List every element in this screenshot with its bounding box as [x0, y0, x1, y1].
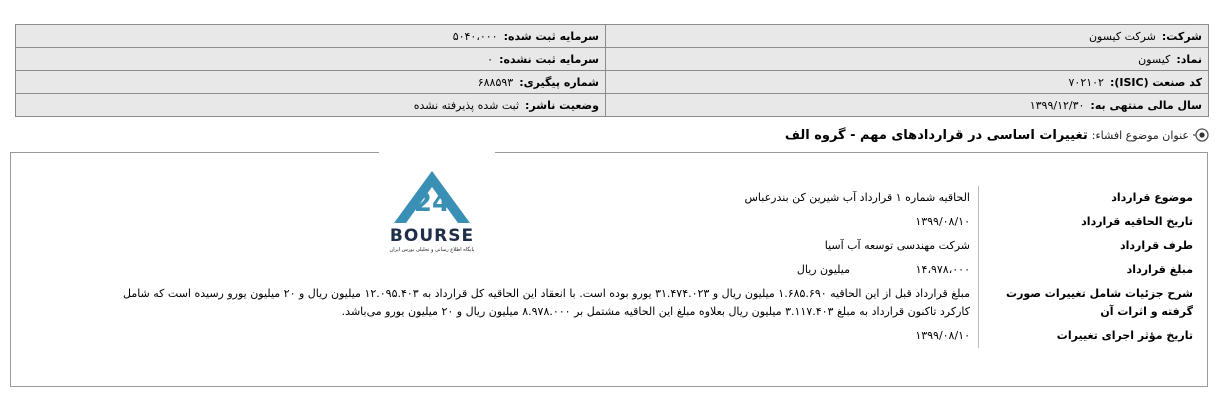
registered-capital-label: سرمایه ثبت شده: [503, 29, 599, 43]
symbol-label: نماد: [1176, 52, 1202, 66]
amount-label: مبلغ قرارداد [979, 258, 1198, 282]
info-cell [16, 71, 606, 94]
tracking-number-label: شماره پیگیری: [519, 75, 599, 89]
info-cell [606, 71, 1209, 94]
logo-mark [372, 165, 492, 227]
info-row [16, 25, 1209, 48]
detail-row [90, 210, 1197, 234]
company-label: شرکت: [1161, 29, 1202, 43]
company-value: شرکت کیسون [1088, 29, 1156, 43]
effective-date-value: ۱۳۹۹/۰۸/۱۰ [915, 329, 970, 342]
detail-row [90, 324, 1197, 348]
info-cell [16, 94, 606, 117]
detail-row [90, 234, 1197, 258]
unregistered-capital-label: سرمایه ثبت نشده: [499, 52, 599, 66]
amount-cell [90, 258, 979, 282]
amount-unit: میلیون ریال [796, 263, 850, 276]
logo-subtitle: پایگاه اطلاع رسانی و تحلیلی بورس ایران [389, 247, 475, 253]
info-cell [16, 48, 606, 71]
subject-value: تغییرات اساسی در قراردادهای مهم - گروه الف [784, 127, 1088, 143]
changes-value: مبلغ قرارداد قبل از این الحاقیه ۱.۶۸۵.۶۹۰ میلیون ریال و ۳۱.۴۷۴.۰۲۳ یورو بوده است. با انعقاد این الحاقیه کل قرارداد به ۱۲.۰۹۵.۴۰۳ میلیون ریال و ۲۰ میلیون یورو رسیده است که شامل کارکرد تاکنون قرارداد به مبلغ ۳.۱۱۷.۴۰۳ میلیون ریال بعلاوه مبلغ این الحاقیه مشتمل بر ۸.۹۷۸.۰۰۰ میلیون ریال و ۲۰ میلیون یورو می‌باشد. [122, 287, 970, 318]
amendment-date-value: ۱۳۹۹/۰۸/۱۰ [915, 215, 970, 228]
isic-label: کد صنعت (ISIC): [1109, 75, 1202, 89]
changes-label: شرح جزئیات شامل تغییرات صورت گرفته و اثرات آن [979, 282, 1198, 324]
publisher-status-value: ثبت شده پذیرفته نشده [413, 98, 520, 112]
detail-row [90, 186, 1197, 210]
target-arrow-icon [1193, 127, 1209, 143]
bourse24-logo [372, 165, 492, 257]
company-info-table [15, 24, 1209, 117]
amendment-date-label: تاریخ الحاقیه قرارداد [979, 210, 1198, 234]
box-notch [379, 151, 495, 155]
detail-row [90, 258, 1197, 282]
party-value: شرکت مهندسی توسعه آب آسیا [824, 239, 970, 252]
tracking-number-value: ۶۸۸۵۹۳ [477, 75, 514, 89]
info-row [16, 71, 1209, 94]
subject-key: عنوان موضوع افشاء: [1091, 128, 1189, 142]
logo-brand: BOURSE [389, 226, 475, 246]
fiscal-year-value: ۱۳۹۹/۱۲/۳۰ [1029, 98, 1085, 112]
contract-details-table [90, 186, 1197, 348]
unregistered-capital-value: ۰ [487, 52, 494, 66]
registered-capital-value: ۵۰۴۰،۰۰۰ [452, 29, 498, 43]
isic-value: ۷۰۲۱۰۲ [1068, 75, 1104, 89]
detail-row [90, 282, 1197, 324]
disclosure-subject [785, 127, 1209, 143]
publisher-status-label: وضعیت ناشر: [525, 98, 599, 112]
contract-subject-label: موضوع قرارداد [979, 186, 1198, 210]
info-row [16, 48, 1209, 71]
info-cell [16, 25, 606, 48]
fiscal-year-label: سال مالی منتهی به: [1090, 98, 1202, 112]
contract-details-box [10, 152, 1208, 387]
amount-value: ۱۴،۹۷۸،۰۰۰ [915, 263, 970, 276]
info-cell [606, 25, 1209, 48]
symbol-value: کیسون [1138, 52, 1171, 66]
contract-subject-value: الحاقیه شماره ۱ قرارداد آب شیرین کن بندرعباس [744, 191, 970, 204]
effective-date-label: تاریخ مؤثر اجرای تغییرات [979, 324, 1198, 348]
party-label: طرف قرارداد [979, 234, 1198, 258]
logo-number: 24 [413, 188, 451, 218]
info-row [16, 94, 1209, 117]
info-cell [606, 48, 1209, 71]
info-cell [606, 94, 1209, 117]
